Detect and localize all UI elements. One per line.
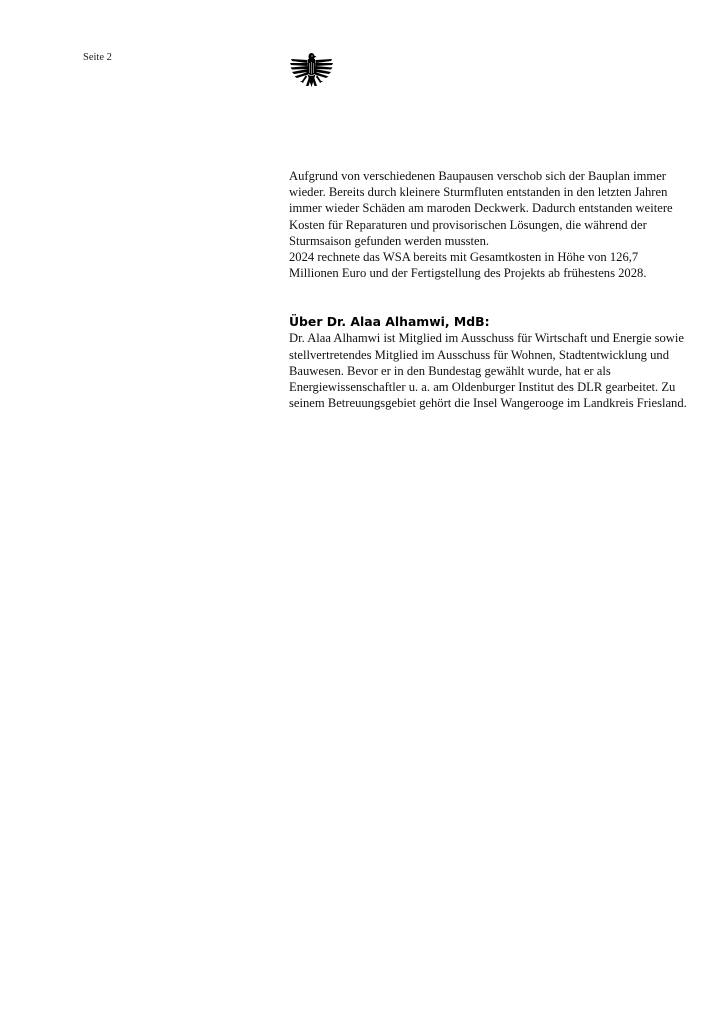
- bio-heading: Über Dr. Alaa Alhamwi, MdB:: [289, 314, 490, 330]
- content: [289, 168, 689, 411]
- body-paragraph: Aufgrund von verschiedenen Baupausen verschob sich der Bauplan immer wieder. Bereits durch kleinere Sturmfluten entstanden in den letzten Jahren immer wieder Schäden am maroden Deckwerk. Dadurch entstanden weitere Kosten für Reparaturen und provisorischen Lösungen, die während der Sturmsaison gefunden werden mussten.: [289, 169, 673, 248]
- bundesadler-icon: [289, 51, 334, 91]
- body-paragraph: 2024 rechnete das WSA bereits mit Gesamtkosten in Höhe von 126,7 Millionen Euro und der Fertigstellung des Projekts ab frühestens 2028.: [289, 250, 647, 281]
- bio-text: Dr. Alaa Alhamwi ist Mitglied im Ausschuss für Wirtschaft und Energie sowie stellvertretendes Mitglied im Ausschuss für Wohnen, Stadtentwicklung und Bauwesen. Bevor er in den Bundestag gewählt wurde, hat er als Energiewissenschaftler u. a. am Oldenburger Institut des DLR gearbeitet. Zu seinem Betreuungsgebiet gehört die Insel Wangerooge im Landkreis Friesland.: [289, 331, 687, 411]
- page-number: Seite 2: [83, 52, 112, 63]
- spacer: [289, 281, 689, 314]
